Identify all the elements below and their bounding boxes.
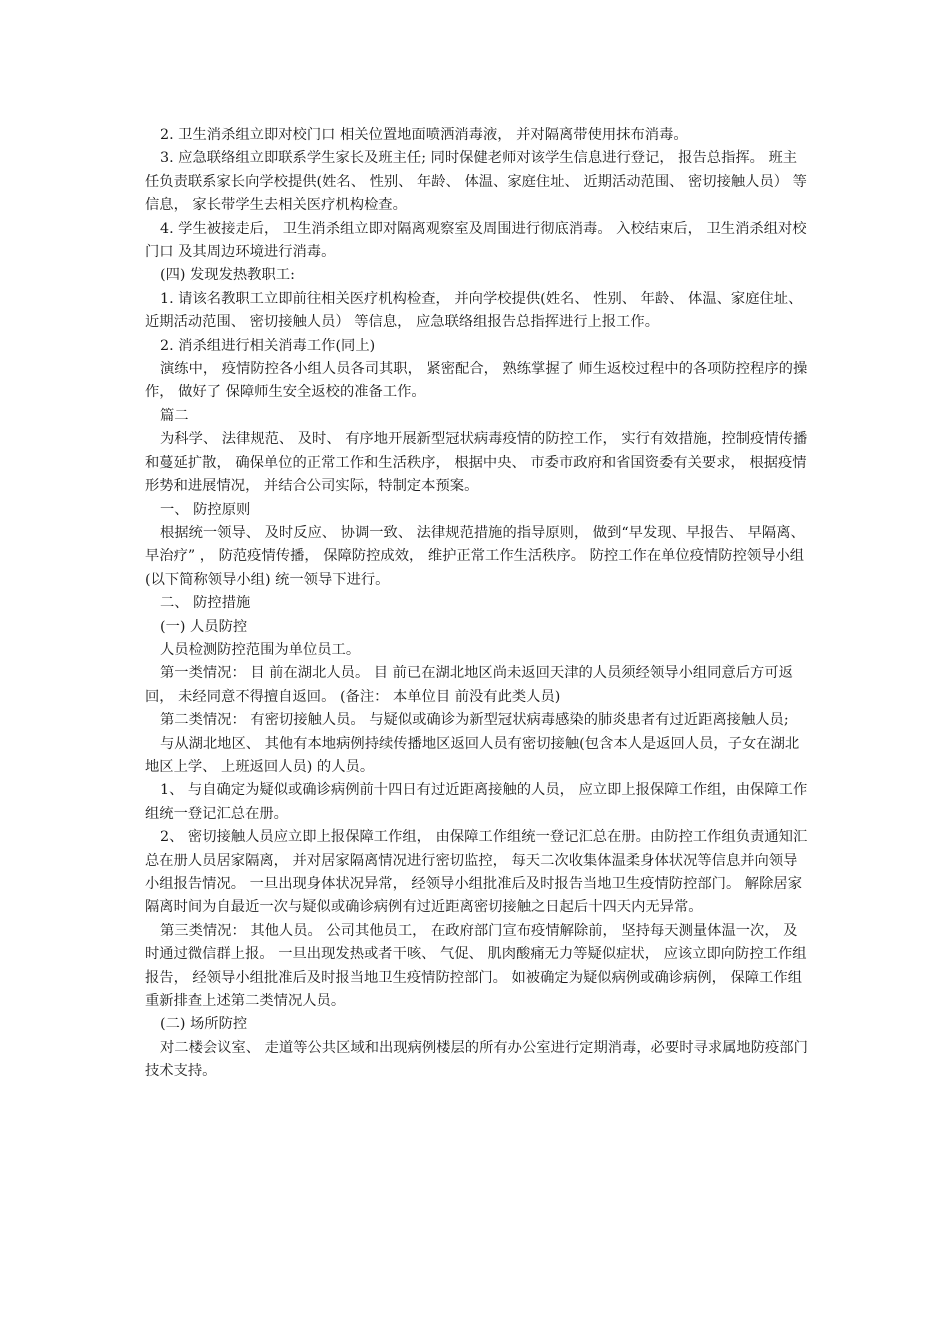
paragraph: 演练中， 疫情防控各小组人员各司其职， 紧密配合， 熟练掌握了 师生返校过程中的各项防控程序的操作， 做好了 保障师生安全返校的准备工作。 — [145, 361, 808, 401]
paragraph: 为科学、 法律规范、 及时、 有序地开展新型冠状病毒疫情的防控工作， 实行有效措施，控制疫情传播和蔓延扩散， 确保单位的正常工作和生活秩序， 根据中央、 市委市政府和省国资委有关要求， 根据疫情形势和进展情况， 并结合公司实际，特制定本预案。 — [145, 431, 808, 495]
section-heading: (四) 发现发热教职工: — [160, 267, 295, 284]
paragraph: 1、 与自确定为疑似或确诊病例前十四日有过近距离接触的人员， 应立即上报保障工作组，由保障工作组统一登记汇总在册。 — [145, 782, 808, 822]
paragraph: 第一类情况： 目 前在湖北人员。 目 前已在湖北地区尚未返回天津的人员须经领导小组同意后方可返回， 未经同意不得擅自返回。 (备注： 本单位目 前没有此类人员) — [145, 665, 793, 705]
paragraph: 2、 密切接触人员应立即上报保障工作组， 由保障工作组统一登记汇总在册。由防控工作组负责通知汇总在册人员居家隔离， 并对居家隔离情况进行密切监控， 每天二次收集体温柔身体状况等信息并向领导小组报告情况。 一旦出现身体状况异常， 经领导小组批准后及时报告当地卫生疫情防控部门。 解除居家隔离时间为自最近一次与疑似或确诊病例有过近距离密切接触之日起后十四天内无异常。 — [145, 829, 808, 916]
section-heading: (二) 场所防控 — [160, 1016, 248, 1033]
paragraph: 对二楼会议室、 走道等公共区域和出现病例楼层的所有办公室进行定期消毒，必要时寻求属地防疫部门技术支持。 — [145, 1039, 808, 1080]
paragraph: 人员检测防控范围为单位员工。 — [160, 641, 361, 658]
section-heading: 一、 防控原则 — [160, 501, 251, 518]
paragraph: 与从湖北地区、 其他有本地病例持续传播地区返回人员有密切接触(包含本人是返回人员，子女在湖北地区上学、 上班返回人员) 的人员。 — [145, 735, 800, 775]
section-heading: 篇二 — [160, 407, 189, 424]
section-heading: (一) 人员防控 — [160, 618, 248, 635]
paragraph: 3. 应急联络组立即联系学生家长及班主任; 同时保健老师对该学生信息进行登记， 报告总指挥。 班主任负责联系家长向学校提供(姓名、 性别、 年龄、 体温、家庭住址、 近期活动范围、 密切接触人员） 等信息， 家长带学生去相关医疗机构检查。 — [145, 150, 807, 214]
paragraph: 第三类情况： 其他人员。 公司其他员工， 在政府部门宣布疫情解除前， 坚持每天测量体温一次， 及时通过微信群上报。 一旦出现发热或者干咳、 气促、 肌肉酸痛无力等疑似症状， 应该立即向防控工作组报告， 经领导小组批准后及时报当地卫生疫情防控部门。 如被确定为疑似病例或确诊病例， 保障工作组重新排查上述第二类情况人员。 — [145, 922, 807, 1010]
document-body — [145, 124, 810, 1084]
paragraph: 根据统一领导、 及时反应、 协调一致、 法律规范措施的指导原则， 做到“早发现、早报告、 早隔离、 早治疗” ， 防范疫情传播， 保障防控成效， 维护正常工作生活秩序。 防控工作在单位疫情防控领导小组(以下简称领导小组) 统一领导下进行。 — [145, 524, 805, 588]
paragraph: 4. 学生被接走后， 卫生消杀组立即对隔离观察室及周围进行彻底消毒。 入校结束后， 卫生消杀组对校门口 及其周边环境进行消毒。 — [145, 220, 807, 261]
section-heading: 二、 防控措施 — [160, 595, 251, 612]
paragraph: 1. 请该名教职工立即前往相关医疗机构检查， 并向学校提供(姓名、 性别、 年龄、 体温、家庭住址、 近期活动范围、 密切接触人员） 等信息， 应急联络组报告总指挥进行上报工作。 — [145, 290, 803, 331]
paragraph: 2. 消杀组进行相关消毒工作(同上) — [160, 337, 376, 354]
paragraph: 第二类情况： 有密切接触人员。 与疑似或确诊为新型冠状病毒感染的肺炎患者有过近距离接触人员; — [160, 712, 789, 729]
paragraph: 2. 卫生消杀组立即对校门口 相关位置地面喷洒消毒液， 并对隔离带使用抹布消毒。 — [160, 127, 688, 143]
